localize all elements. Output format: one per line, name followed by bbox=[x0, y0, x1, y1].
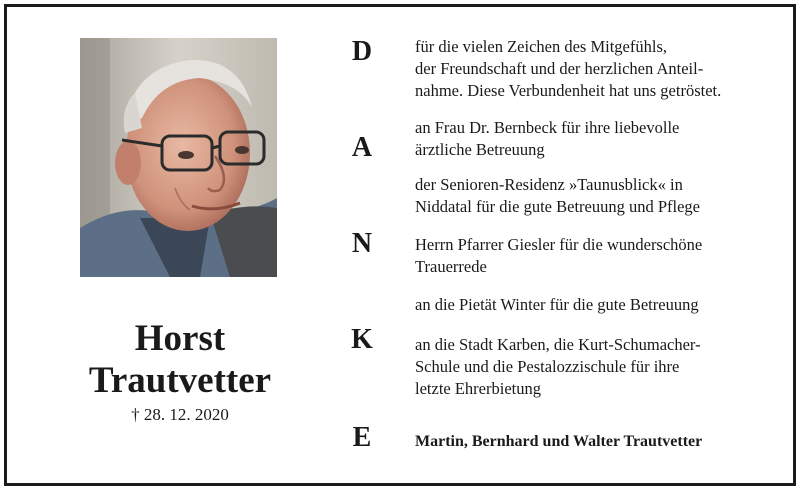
thanks-line: Trauerrede bbox=[415, 257, 487, 276]
thanks-line: letzte Ehrerbietung bbox=[415, 379, 541, 398]
thanks-line: für die vielen Zeichen des Mitgefühls, bbox=[415, 37, 668, 56]
signature: Martin, Bernhard und Walter Trautvetter bbox=[415, 433, 703, 450]
thanks-paragraph-2 bbox=[415, 117, 785, 161]
death-date: † 28. 12. 2020 bbox=[131, 405, 229, 424]
thanks-line: Herrn Pfarrer Giesler für die wunderschöne bbox=[415, 235, 703, 254]
danke-letter-n: N bbox=[351, 228, 373, 259]
danke-letter-a: A bbox=[351, 132, 373, 163]
thanks-line: Niddatal für die gute Betreuung und Pflege bbox=[415, 197, 701, 216]
portrait-image bbox=[80, 38, 277, 277]
deceased-first-name: Horst bbox=[134, 318, 226, 359]
thanks-paragraph-5 bbox=[415, 294, 785, 316]
thanks-line: Schule und die Pestalozzischule für ihre bbox=[415, 357, 680, 376]
thanks-line: an die Pietät Winter für die gute Betreuung bbox=[415, 295, 699, 314]
thanks-line: der Freundschaft und der herzlichen Anteil- bbox=[415, 59, 704, 78]
danke-letter-k: K bbox=[351, 324, 373, 355]
thanks-paragraph-6 bbox=[415, 334, 785, 400]
danke-letter-e: E bbox=[352, 422, 372, 453]
deceased-last-name: Trautvetter bbox=[88, 360, 272, 401]
thanks-line: ärztliche Betreuung bbox=[415, 140, 545, 159]
danke-letter-d: D bbox=[351, 36, 373, 67]
thanks-line: an die Stadt Karben, die Kurt-Schumacher- bbox=[415, 335, 701, 354]
thanks-line: nahme. Diese Verbundenheit hat uns getröstet. bbox=[415, 81, 722, 100]
thanks-paragraph-4 bbox=[415, 234, 785, 278]
thanks-line: der Senioren-Residenz »Taunusblick« in bbox=[415, 175, 683, 194]
portrait-photo bbox=[80, 38, 277, 277]
thanks-paragraph-3 bbox=[415, 174, 785, 218]
thanks-paragraph-1 bbox=[415, 36, 785, 102]
thanks-line: an Frau Dr. Bernbeck für ihre liebevolle bbox=[415, 118, 680, 137]
